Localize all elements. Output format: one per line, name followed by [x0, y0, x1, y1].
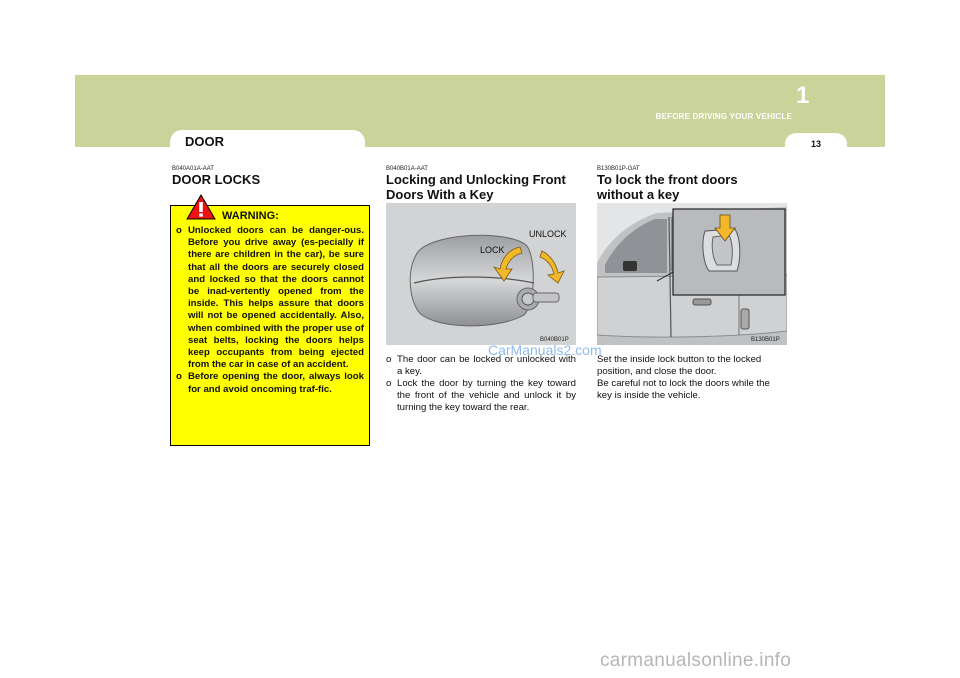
section-title: DOOR [185, 134, 224, 149]
warning-item [176, 225, 364, 371]
unlock-arrow-icon [536, 247, 572, 285]
chapter-title: BEFORE DRIVING YOUR VEHICLE [655, 112, 792, 121]
key-lock-section [386, 166, 576, 202]
section-code: B040A01A-AAT [172, 166, 214, 172]
warning-list [176, 225, 364, 396]
figure-code: B130B01P [751, 337, 780, 343]
door-handle-figure [386, 203, 576, 345]
bullet: o [176, 225, 182, 236]
warning-item-text: Before opening the door, always look for and avoid oncoming traf-fic. [188, 371, 364, 395]
section-heading: DOOR LOCKS [172, 172, 261, 187]
inside-lock-section [597, 166, 787, 202]
warning-title: WARNING: [222, 210, 279, 222]
section-code: B040B01A-AAT [386, 166, 428, 172]
vehicle-door-figure [597, 203, 787, 345]
page-tab [785, 133, 847, 155]
section-heading: Locking and Unlocking Front Doors With a Key [386, 172, 566, 202]
key-lock-list [386, 354, 576, 414]
page-number: 13 [810, 139, 821, 149]
down-arrow-icon [713, 213, 737, 243]
list-item [386, 378, 576, 414]
door-locks-section [172, 166, 370, 187]
chapter-number: 1 [796, 82, 810, 109]
warning-item-text: Unlocked doors can be danger-ous. Before you drive away (es-pecially if there are children in the car), be sure that all the doors are securely closed and locked so that the doors cannot be inad-vertently opened from the inside. This helps assure that doors will not be opened accidentally. Also, when combined with the proper use of seat belts, locking the doors helps keep occupants from being ejected from the car in case of an accident. [188, 225, 364, 371]
lock-label: LOCK [480, 245, 505, 255]
inside-lock-text: Set the inside lock button to the locked position, and close the door. Be careful not to lock the doors while the key is inside the vehicle. [597, 354, 770, 401]
bullet: o [386, 378, 392, 389]
watermark-bottom: carmanualsonline.info [600, 650, 792, 671]
list-item-text: Lock the door by turning the key toward the front of the vehicle and unlock it by turning the key toward the rear. [397, 378, 576, 413]
list-item-text: The door can be locked or unlocked with a key. [397, 354, 576, 377]
section-heading: To lock the front doors without a key [597, 172, 738, 202]
warning-exclamation-icon [186, 194, 216, 220]
watermark-center: CarManuals2.com [488, 342, 602, 358]
figure-code: B040B01P [540, 337, 569, 343]
bullet: o [386, 354, 392, 365]
section-tab [170, 130, 365, 154]
vehicle-side-illustration [597, 203, 787, 345]
section-code: B130B01P-GAT [597, 166, 640, 172]
unlock-label: UNLOCK [529, 229, 567, 239]
bullet: o [176, 371, 182, 383]
warning-item [176, 371, 364, 395]
